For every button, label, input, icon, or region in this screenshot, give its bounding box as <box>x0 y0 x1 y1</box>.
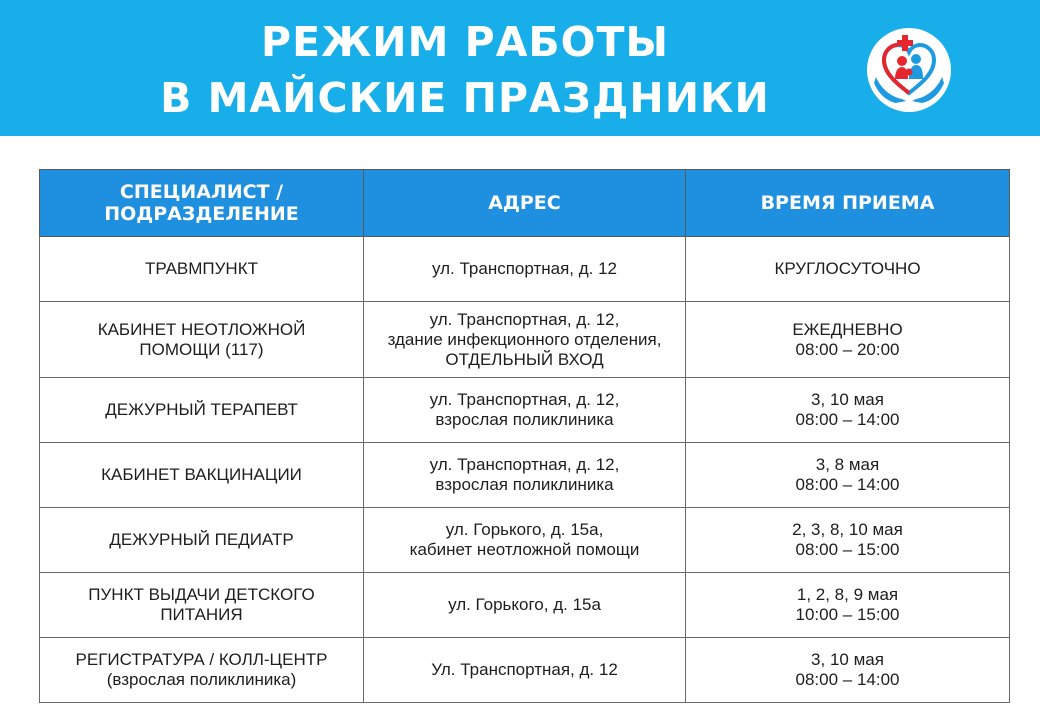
cell-text: 08:00 – 14:00 <box>795 670 900 689</box>
table-row <box>40 638 1010 703</box>
table-row <box>40 443 1010 508</box>
cell-address <box>364 573 686 638</box>
cell-text: ул. Транспортная, д. 12 <box>431 259 618 278</box>
cell-specialist <box>40 638 364 703</box>
cell-specialist <box>40 573 364 638</box>
cell-specialist <box>40 237 364 302</box>
column-header-specialist-line-2: ПОДРАЗДЕЛЕНИЕ <box>104 203 299 225</box>
cell-time <box>686 302 1010 378</box>
cell-text: ДЕЖУРНЫЙ ПЕДИАТР <box>109 530 294 549</box>
cell-text: ДЕЖУРНЫЙ ТЕРАПЕВТ <box>105 400 298 419</box>
cell-text: 10:00 – 15:00 <box>795 605 900 624</box>
column-header-specialist-line-1: СПЕЦИАЛИСТ / <box>119 181 284 203</box>
cell-specialist <box>40 443 364 508</box>
cell-address <box>364 508 686 573</box>
column-header-time: ВРЕМЯ ПРИЕМА <box>686 170 1010 237</box>
cell-text: ул. Транспортная, д. 12, <box>429 390 620 409</box>
cell-address <box>364 638 686 703</box>
cell-text: 3, 10 мая <box>811 650 884 669</box>
cell-text: ул. Горького, д. 15а, <box>445 520 604 539</box>
cell-text: взрослая поликлиника <box>435 475 614 494</box>
cell-text: КАБИНЕТ ВАКЦИНАЦИИ <box>101 465 302 484</box>
cell-text: ЕЖЕДНЕВНО <box>792 319 903 339</box>
table-row <box>40 573 1010 638</box>
table-row <box>40 302 1010 378</box>
cell-text: ул. Транспортная, д. 12, <box>429 455 620 474</box>
cell-text: 08:00 – 20:00 <box>795 339 900 359</box>
cell-specialist <box>40 378 364 443</box>
schedule-table <box>39 169 1010 703</box>
cell-text: РЕГИСТРАТУРА / КОЛЛ-ЦЕНТР <box>75 650 328 669</box>
cell-specialist <box>40 302 364 378</box>
cell-text: ОТДЕЛЬНЫЙ ВХОД <box>445 349 604 369</box>
cell-specialist <box>40 508 364 573</box>
cell-address <box>364 443 686 508</box>
cell-text: ТРАВМПУНКТ <box>144 259 258 278</box>
cell-text: ПИТАНИЯ <box>160 605 243 624</box>
column-header-address: АДРЕС <box>364 170 686 237</box>
cell-text: 08:00 – 14:00 <box>795 410 900 429</box>
cell-text: (взрослая поликлиника) <box>106 670 297 689</box>
page-title <box>0 14 930 126</box>
cell-text: КАБИНЕТ НЕОТЛОЖНОЙ <box>97 319 306 339</box>
cell-time <box>686 443 1010 508</box>
cell-time <box>686 508 1010 573</box>
cell-text: здание инфекционного отделения, <box>387 329 662 349</box>
cell-text: ул. Горького, д. 15а <box>448 595 601 614</box>
table-row <box>40 508 1010 573</box>
cell-time <box>686 573 1010 638</box>
cell-text: ПОМОЩИ (117) <box>139 339 264 359</box>
cell-address <box>364 237 686 302</box>
cell-address <box>364 378 686 443</box>
cell-text: 08:00 – 14:00 <box>795 475 900 494</box>
cell-text: 1, 2, 8, 9 мая <box>796 585 899 604</box>
cell-text: 2, 3, 8, 10 мая <box>792 520 903 539</box>
cell-text: 3, 8 мая <box>815 455 880 474</box>
table-header-row <box>40 170 1010 237</box>
cell-time <box>686 237 1010 302</box>
column-header-specialist <box>40 170 364 237</box>
table-row <box>40 378 1010 443</box>
schedule-table-container <box>39 169 1009 703</box>
header-banner <box>0 0 1040 136</box>
cell-address <box>364 302 686 378</box>
page-title-line-1: РЕЖИМ РАБОТЫ <box>261 18 669 66</box>
heart-hands-family-icon <box>866 27 952 113</box>
cell-text: 3, 10 мая <box>811 390 884 409</box>
page-title-line-2: В МАЙСКИЕ ПРАЗДНИКИ <box>160 74 770 122</box>
cell-time <box>686 638 1010 703</box>
cell-text: Ул. Транспортная, д. 12 <box>431 660 618 679</box>
cell-text: 08:00 – 15:00 <box>795 540 900 559</box>
cell-text: ул. Транспортная, д. 12, <box>429 309 620 329</box>
table-row <box>40 237 1010 302</box>
cell-text: взрослая поликлиника <box>435 410 614 429</box>
cell-text: кабинет неотложной помощи <box>409 540 640 559</box>
cell-text: КРУГЛОСУТОЧНО <box>774 259 921 278</box>
cell-time <box>686 378 1010 443</box>
cell-text: ПУНКТ ВЫДАЧИ ДЕТСКОГО <box>88 585 315 604</box>
